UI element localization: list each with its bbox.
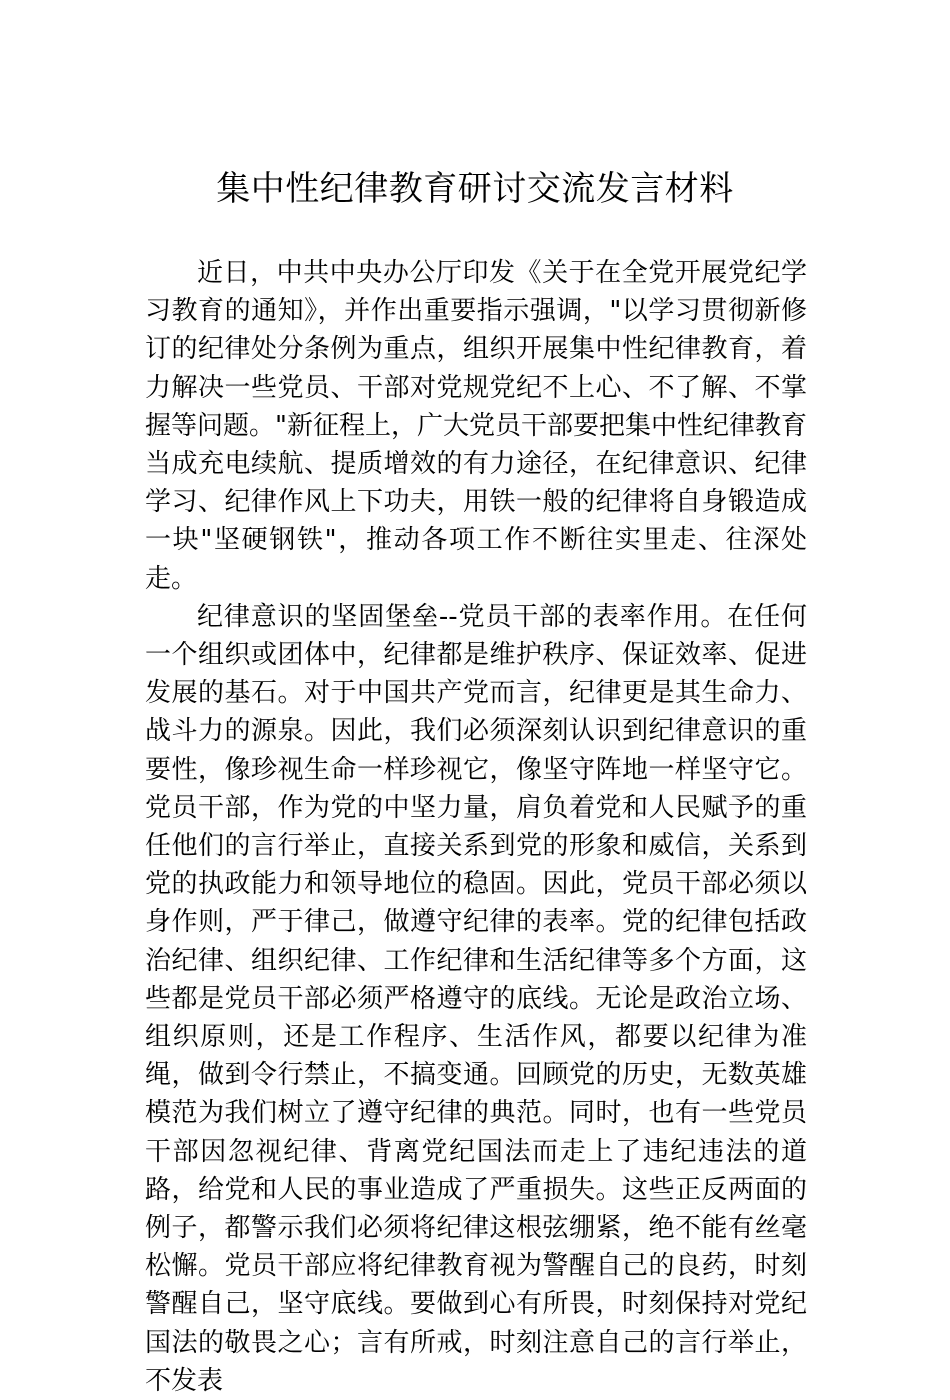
document-body: [145, 254, 807, 1400]
document-title: 集中性纪律教育研讨交流发言材料: [216, 169, 734, 209]
paragraph-discipline-awareness: 纪律意识的坚固堡垒--党员干部的表率作用。在任何一个组织或团体中，纪律都是维护秩序、保证效率、促进发展的基石。对于中国共产党而言，纪律更是其生命力、战斗力的源泉。因此，我们必须深刻认识到纪律意识的重要性，像珍视生命一样珍视它，像坚守阵地一样坚守它。党员干部，作为党的中坚力量，肩负着党和人民赋予的重任他们的言行举止，直接关系到党的形象和威信，关系到党的执政能力和领导地位的稳固。因此，党员干部必须以身作则，严于律己，做遵守纪律的表率。党的纪律包括政治纪律、组织纪律、工作纪律和生活纪律等多个方面，这些都是党员干部必须严格遵守的底线。无论是政治立场、组织原则，还是工作程序、生活作风，都要以纪律为准绳，做到令行禁止，不搞变通。回顾党的历史，无数英雄模范为我们树立了遵守纪律的典范。同时，也有一些党员干部因忽视纪律、背离党纪国法而走上了违纪违法的道路，给党和人民的事业造成了严重损失。这些正反两面的例子，都警示我们必须将纪律这根弦绷紧，绝不能有丝毫松懈。党员干部应将纪律教育视为警醒自己的良药，时刻警醒自己，坚守底线。要做到心有所畏，时刻保持对党纪国法的敬畏之心；言有所戒，时刻注意自己的言行举止，不发表: [145, 601, 807, 1396]
paragraph-intro: 近日，中共中央办公厅印发《关于在全党开展党纪学习教育的通知》，并作出重要指示强调，"以学习贯彻新修订的纪律处分条例为重点，组织开展集中性纪律教育，着力解决一些党员、干部对党规党纪不上心、不了解、不掌握等问题。"新征程上，广大党员干部要把集中性纪律教育当成充电续航、提质增效的有力途径，在纪律意识、纪律学习、纪律作风上下功夫，用铁一般的纪律将自身锻造成一块"坚硬钢铁"，推动各项工作不断往实里走、往深处走。: [145, 258, 807, 594]
